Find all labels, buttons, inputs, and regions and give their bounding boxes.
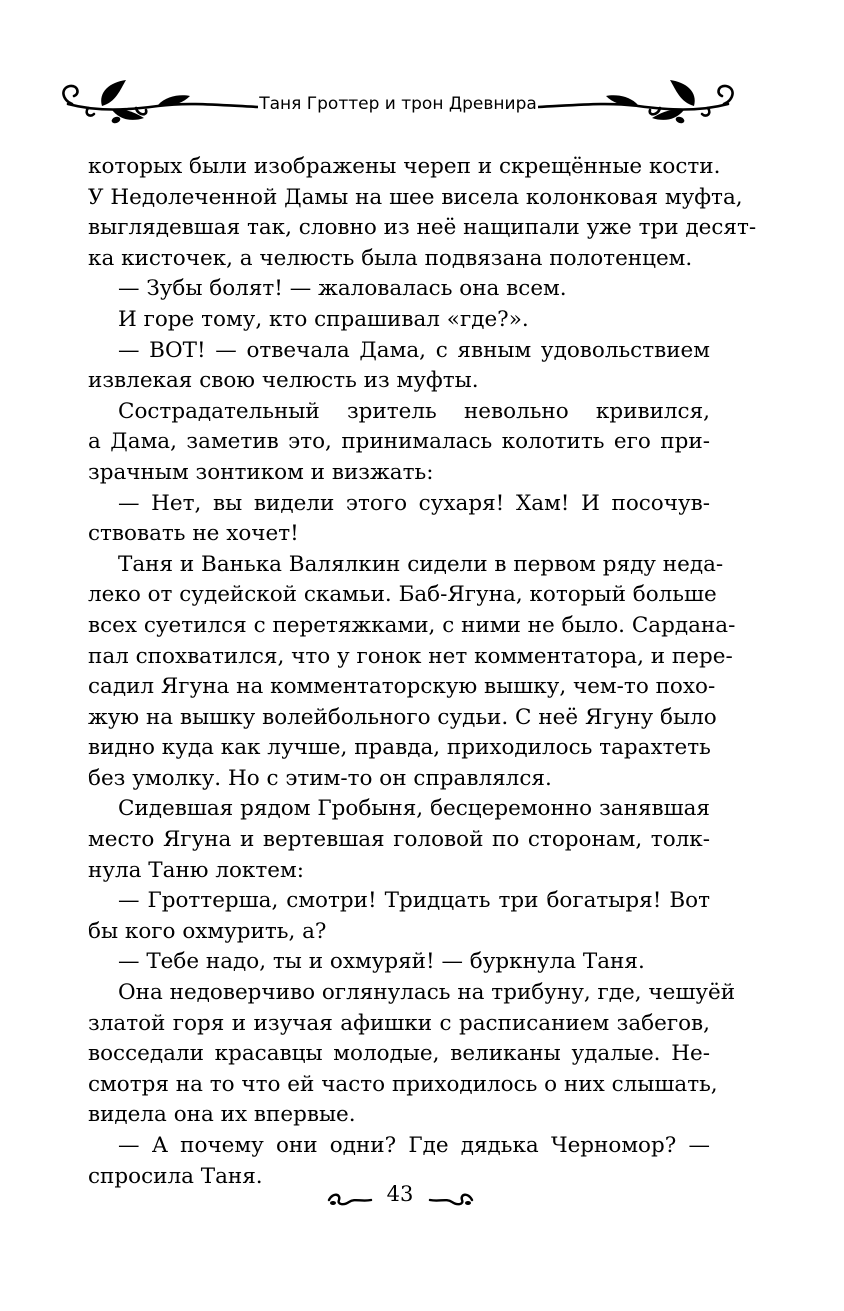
running-header [58, 74, 738, 134]
text-line: Она недоверчиво оглянулась на трибуну, где, чешуёй [118, 980, 736, 1006]
text-line: златой горя и изучая афишки с расписанием забегов, [88, 1010, 710, 1036]
paragraph [88, 152, 757, 274]
text-line: Сострадательный зритель невольно кривился, [118, 398, 710, 424]
paragraph [88, 397, 710, 489]
text-line: спросила Таня. [88, 1163, 263, 1189]
right-vine-ornament-icon [538, 74, 738, 134]
paragraph [88, 274, 710, 305]
text-line: без умолку. Но с этим-то он справлялся. [88, 765, 552, 791]
text-line: — Зубы болят! — жаловалась она всем. [118, 276, 567, 302]
book-title-header: Таня Гроттер и трон Древнира [259, 94, 537, 114]
text-line: — Нет, вы видели этого сухаря! Хам! И посочув- [118, 490, 710, 516]
text-line: место Ягуна и вертевшая головой по сторонам, толк- [88, 827, 710, 853]
text-line: восседали красавцы молодые, великаны удалые. Не- [88, 1041, 710, 1067]
text-line: ка кисточек, а челюсть была подвязана полотенцем. [88, 245, 693, 271]
text-line: леко от судейской скамьи. Баб-Ягуна, который больше [88, 582, 717, 608]
right-swirl-ornament-icon [428, 1186, 476, 1210]
text-line: зрачным зонтиком и визжать: [88, 459, 434, 485]
text-line: извлекая свою челюсть из муфты. [88, 368, 479, 394]
paragraph [88, 978, 736, 1131]
paragraph [88, 305, 710, 336]
main-text-block [88, 152, 757, 1192]
text-line: — ВОТ! — отвечала Дама, с явным удовольствием [118, 337, 710, 363]
page-number: 43 [386, 1182, 414, 1206]
paragraph [88, 947, 710, 978]
text-line: видно куда как лучше, правда, приходилось тарахтеть [88, 735, 711, 761]
text-line: — Гроттерша, смотри! Тридцать три богатыря! Вот [118, 888, 710, 914]
text-line: садил Ягуна на комментаторскую вышку, чем-то похо- [88, 674, 716, 700]
paragraph [88, 336, 710, 397]
text-line: бы кого охмурить, а? [88, 918, 327, 944]
text-line: всех суетился с перетяжками, с ними не было. Сардана- [88, 612, 736, 638]
text-line: жую на вышку волейбольного судьи. С неё Ягуну было [88, 704, 717, 730]
text-line: а Дама, заметив это, принималась колотить его при- [88, 429, 710, 455]
text-line: Таня и Ванька Валялкин сидели в первом ряду неда- [118, 551, 724, 577]
text-line: видела она их впервые. [88, 1102, 356, 1128]
text-line: — А почему они одни? Где дядька Черномор? — [118, 1133, 710, 1158]
text-line: выглядевшая так, словно из неё нащипали уже три десят- [88, 215, 757, 241]
paragraph [88, 489, 710, 550]
paragraph [88, 794, 710, 886]
text-line: У Недолеченной Дамы на шее висела колонковая муфта, [88, 184, 743, 210]
left-swirl-ornament-icon [325, 1186, 373, 1210]
text-line: И горе тому, кто спрашивал «где?». [118, 306, 529, 332]
text-line: Сидевшая рядом Гробыня, бесцеремонно занявшая [118, 796, 710, 822]
left-vine-ornament-icon [58, 74, 258, 134]
text-line: — Тебе надо, ты и охмуряй! — буркнула Таня. [118, 949, 645, 975]
text-line: смотря на то что ей часто приходилось о них слышать, [88, 1071, 718, 1097]
page-footer [0, 1180, 844, 1220]
text-line: нула Таню локтем: [88, 857, 304, 883]
paragraph [88, 886, 710, 947]
text-line: пал спохватился, что у гонок нет комментатора, и пере- [88, 643, 733, 669]
text-line: ствовать не хочет! [88, 521, 299, 547]
paragraph [88, 550, 736, 795]
text-line: которых были изображены череп и скрещённые кости. [88, 154, 721, 179]
